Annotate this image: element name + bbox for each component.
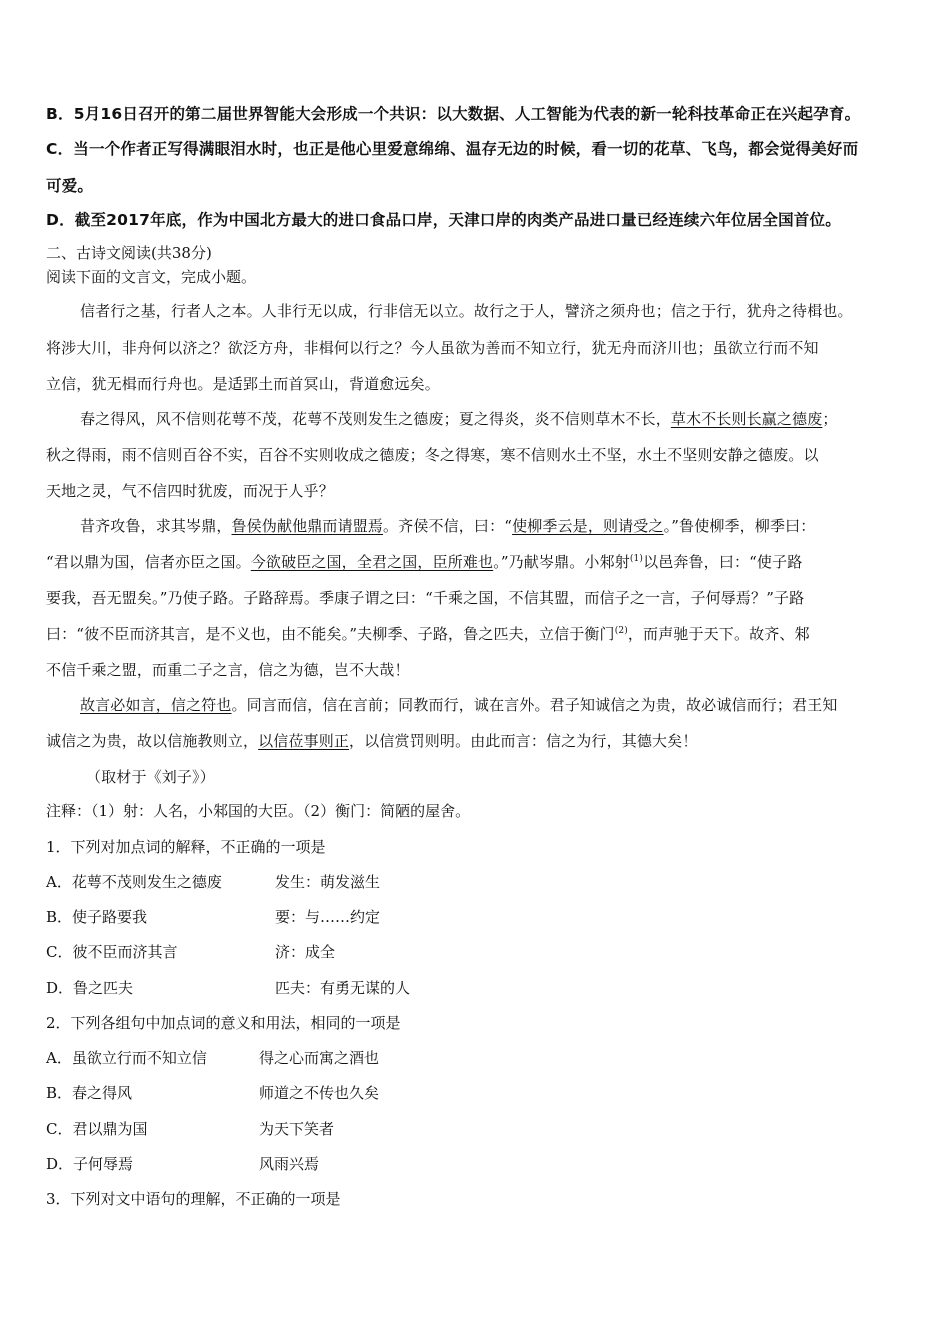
q1-option-b: B．使子路要我 bbox=[46, 908, 148, 926]
footnote-marker: (1) bbox=[629, 554, 644, 564]
passage-text: 以邑奔鲁，曰：“使子路 bbox=[643, 553, 803, 571]
section-heading: 二、古诗文阅读(共38分) bbox=[46, 244, 212, 262]
q1-option-b-gloss: 要：与……约定 bbox=[275, 908, 381, 926]
choice-c-line2: 可爱。 bbox=[46, 177, 94, 195]
passage-p4-line1 bbox=[80, 694, 838, 715]
underlined-sentence: 以信莅事则正 bbox=[258, 732, 350, 750]
passage-text: 。”乃献岑鼎。小邾射 bbox=[493, 553, 630, 571]
q2-option-b: B．春之得风 bbox=[46, 1084, 133, 1102]
q2-option-c: C．君以鼎为国 bbox=[46, 1120, 148, 1138]
passage-p1-line1: 信者行之基，行者人之本。人非行无以成，行非信无以立。故行之于人，譬济之须舟也；信之于行，犹舟之待楫也。 bbox=[80, 302, 853, 320]
underlined-sentence: 使柳季云是，则请受之 bbox=[512, 517, 664, 535]
passage-p1-line2: 将涉大川，非舟何以济之？欲泛方舟，非楫何以行之？今人虽欲为善而不知立行，犹无舟而济川也；虽欲立行而不知 bbox=[46, 339, 819, 357]
q2-option-d-compare: 风雨兴焉 bbox=[259, 1155, 320, 1173]
passage-text: 。齐侯不信，曰：“ bbox=[383, 517, 513, 535]
passage-text: ，而声驰于天下。故齐、邾 bbox=[627, 625, 810, 643]
q2-option-c-compare: 为天下笑者 bbox=[259, 1120, 335, 1138]
passage-p2-line2: 秋之得雨，雨不信则百谷不实，百谷不实则收成之德废；冬之得寒，寒不信则水土不坚，水土不坚则安静之德废。以 bbox=[46, 446, 819, 464]
footnotes: 注释：（1）射：人名，小邾国的大臣。（2）衡门：简陋的屋舍。 bbox=[46, 802, 471, 820]
q1-option-d-gloss: 匹夫：有勇无谋的人 bbox=[275, 979, 411, 997]
passage-text: ； bbox=[822, 410, 838, 428]
passage-text: 诚信之为贵，故以信施教则立， bbox=[46, 732, 259, 750]
passage-p3-line2 bbox=[46, 551, 802, 572]
passage-p1-line3: 立信，犹无楫而行舟也。是适郢土而首冥山，背道愈远矣。 bbox=[46, 375, 440, 393]
q2-option-a-compare: 得之心而寓之酒也 bbox=[259, 1049, 380, 1067]
option-text: A．花萼不茂则发生之德废 bbox=[46, 873, 222, 891]
passage-text: “君以鼎为国，信者亦臣之国。 bbox=[46, 553, 251, 571]
q1-option-a-gloss: 发生：萌发滋生 bbox=[275, 873, 381, 891]
passage-p3-line4 bbox=[46, 623, 810, 644]
passage-p3-line5: 不信千乘之盟，而重二子之言，信之为德，岂不大哉！ bbox=[46, 661, 410, 679]
section-instruction: 阅读下面的文言文，完成小题。 bbox=[46, 268, 257, 286]
passage-p2-line1 bbox=[80, 408, 838, 429]
passage-text: 昔齐攻鲁，求其岑鼎， bbox=[80, 517, 232, 535]
passage-text: 。”鲁使柳季，柳季曰： bbox=[663, 517, 816, 535]
q1-option-c: C．彼不臣而济其言 bbox=[46, 943, 178, 961]
q1-option-d: D．鲁之匹夫 bbox=[46, 979, 134, 997]
passage-source: （取材于《刘子》） bbox=[86, 768, 215, 786]
underlined-sentence: 草木不长则长赢之德废 bbox=[670, 410, 823, 428]
passage-text: 曰：“彼不臣而济其言，是不义也，由不能矣。”夫柳季、子路，鲁之匹夫，立信于衡门 bbox=[46, 625, 615, 643]
footnote-marker: (2) bbox=[614, 626, 628, 636]
question-3-stem: 3．下列对文中语句的理解，不正确的一项是 bbox=[46, 1190, 341, 1208]
passage-p3-line1 bbox=[80, 515, 815, 536]
passage-p4-line2 bbox=[46, 730, 697, 751]
q2-option-b-compare: 师道之不传也久矣 bbox=[259, 1084, 380, 1102]
question-2-stem: 2．下列各组句中加点词的意义和用法，相同的一项是 bbox=[46, 1014, 401, 1032]
passage-text: ，以信赏罚则明。由此而言：信之为行，其德大矣！ bbox=[349, 732, 698, 750]
q1-option-a bbox=[46, 871, 222, 892]
choice-d: D．截至2017年底，作为中国北方最大的进口食品口岸，天津口岸的肉类产品进口量已经连续六年位居全国首位。 bbox=[46, 211, 841, 229]
passage-p3-line3: 要我，吾无盟矣。”乃使子路。子路辞焉。季康子谓之曰：“千乘之国，不信其盟，而信子之一言，子何辱焉？”子路 bbox=[46, 589, 805, 607]
underlined-sentence: 今欲破臣之国，全君之国，臣所难也 bbox=[250, 553, 494, 571]
underlined-sentence: 鲁侯伪献他鼎而请盟焉 bbox=[231, 517, 384, 535]
choice-b: B．5月16日召开的第二届世界智能大会形成一个共识：以大数据、人工智能为代表的新一轮科技革命正在兴起孕育。 bbox=[46, 105, 861, 123]
underlined-sentence: 故言必如言，信之符也 bbox=[80, 696, 232, 714]
passage-p2-line3: 天地之灵，气不信四时犹废，而况于人乎？ bbox=[46, 482, 334, 500]
choice-c-line1: C．当一个作者正写得满眼泪水时，也正是他心里爱意绵绵、温存无边的时候，看一切的花草、飞鸟，都会觉得美好而 bbox=[46, 140, 859, 158]
q2-option-a: A．虽欲立行而不知立信 bbox=[46, 1049, 207, 1067]
q1-option-c-gloss: 济：成全 bbox=[275, 943, 336, 961]
passage-text: 春之得风，风不信则花萼不茂，花萼不茂则发生之德废；夏之得炎，炎不信则草木不长， bbox=[80, 410, 671, 428]
q2-option-d: D．子何辱焉 bbox=[46, 1155, 134, 1173]
question-1-stem: 1．下列对加点词的解释，不正确的一项是 bbox=[46, 838, 326, 856]
passage-text: 。同言而信，信在言前；同教而行，诚在言外。君子知诚信之为贵，故必诚信而行；君王知 bbox=[231, 696, 838, 714]
